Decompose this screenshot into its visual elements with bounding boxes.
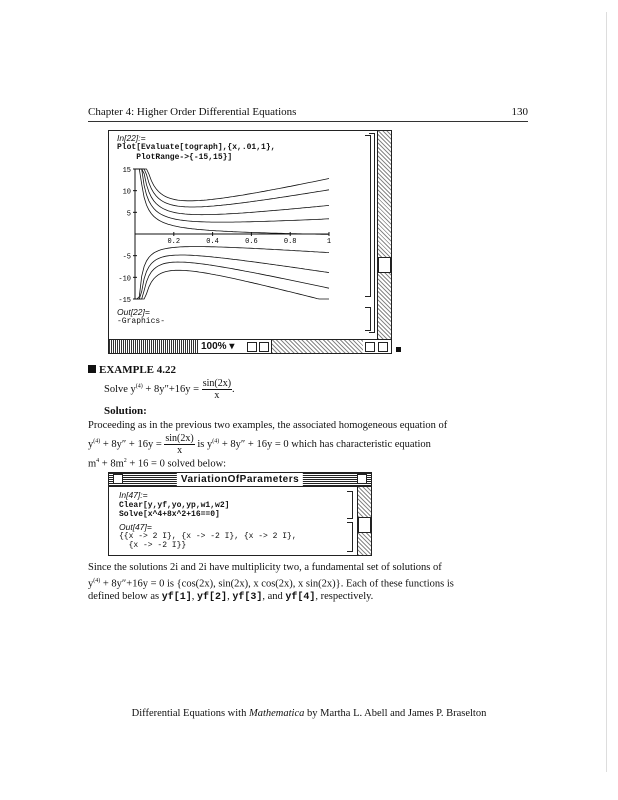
closing-paragraph [88, 562, 528, 604]
curve-7 [137, 255, 329, 299]
curve-4 [137, 169, 329, 222]
scroll-arrow-icon[interactable] [365, 342, 375, 352]
curve-3 [137, 169, 329, 215]
input-code-solve[interactable]: Solve[x^4+8x^2+16==0] [119, 510, 220, 519]
input-code-line-2[interactable]: PlotRange->{-15,15}] [117, 153, 233, 162]
x-tick-label: 0.4 [206, 238, 219, 246]
window-status-bar [109, 339, 391, 353]
curve-9 [137, 270, 329, 299]
y-tick-label: -15 [118, 297, 131, 303]
input-code-line-1[interactable]: Plot[Evaluate[tograph],{x,.01,1}, [117, 143, 276, 152]
cell-group-bracket[interactable] [369, 133, 375, 333]
end-marker-icon [396, 347, 401, 352]
equation-homogeneous: $y^{(4)} + 8y'' + 16y$ = $\frac{\sin(2x)}{x}$ is $y^{(4)} + 8y'' + 16y = 0$ which has characteristic equation [88, 433, 431, 456]
solution-heading: Solution: [104, 405, 147, 417]
header-rule [88, 121, 528, 122]
page-edge-line [606, 12, 607, 772]
input-label: In[22]:= [117, 133, 146, 143]
closing-line-2: $y^{(4)} + 8y''+16y = 0$ is {cos(2x), sin(2x), x cos(2x), x sin(2x)}. Each of these functions is [88, 577, 454, 589]
notebook-window-plot [108, 130, 392, 354]
horizontal-scrollbar[interactable] [271, 340, 363, 353]
input-label-47: In[47]:= [119, 490, 148, 500]
x-tick-label: 1 [326, 238, 332, 246]
zoom-left-arrow-icon[interactable] [247, 342, 257, 352]
vertical-scrollbar[interactable] [377, 131, 391, 339]
output-label: Out[22]= [117, 307, 150, 317]
y-tick-label: 10 [122, 188, 131, 197]
input-code-clear[interactable]: Clear[y,yf,yo,yp,w1,w2] [119, 501, 230, 510]
section-square-icon [88, 365, 96, 373]
characteristic-equation: $m^4 + 8m^2 + 16 = 0$ solved below: [88, 458, 227, 470]
notebook-window-variation [108, 472, 372, 556]
vertical-scrollbar-2[interactable] [357, 487, 371, 555]
ruler-pattern [109, 340, 199, 353]
closing-line-3: defined below as yf[1], yf[2], yf[3], and yf[4], respectively. [88, 590, 374, 603]
y-tick-label: 5 [126, 210, 131, 219]
closing-line-1: Since the solutions 2i and 2i have multiplicity two, a fundamental set of solutions of [88, 562, 442, 573]
solution-curves-plot [113, 165, 349, 303]
curve-2 [137, 169, 329, 207]
page-box-icon[interactable] [259, 342, 269, 352]
rhs-fraction: $\frac{\sin(2x)}{x}$ [202, 378, 232, 401]
window-titlebar[interactable] [109, 473, 371, 487]
x-tick-label: 0.8 [283, 238, 297, 246]
x-tick-label: 0.2 [167, 238, 181, 246]
curve-5 [137, 169, 329, 234]
cell-bracket-input-47[interactable] [347, 491, 353, 519]
y-tick-label: -5 [122, 253, 131, 262]
page-footer: Differential Equations with Mathematica by Martha L. Abell and James P. Braselton [131, 708, 487, 719]
curve-8 [137, 262, 329, 299]
output-roots-line-2: {x -> -2 I}} [119, 541, 187, 550]
curve-6 [137, 247, 329, 299]
problem-statement: Solve $y^{(4)} + 8y''+16y$ = $\frac{\sin(2x)}{x}$ . [104, 378, 235, 401]
page-number: 130 [511, 106, 528, 118]
close-box-icon[interactable] [113, 474, 123, 484]
output-value: -Graphics- [117, 317, 166, 326]
output-label-47: Out[47]= [119, 522, 152, 532]
zoom-box-icon[interactable] [357, 474, 367, 484]
y-tick-label: 15 [122, 167, 131, 175]
window-title: VariationOfParameters [177, 473, 303, 486]
scroll-thumb[interactable] [378, 257, 391, 273]
chapter-title: Chapter 4: Higher Order Differential Equations [88, 106, 297, 118]
resize-grip-icon[interactable] [378, 342, 388, 352]
paragraph-homogeneous: Proceeding as in the previous two examples, the associated homogeneous equation of [88, 420, 448, 431]
output-roots-line-1: {{x -> 2 I}, {x -> -2 I}, {x -> 2 I}, [119, 532, 297, 541]
y-tick-label: -10 [118, 275, 131, 284]
curve-1 [137, 169, 329, 201]
x-tick-label: 0.6 [245, 238, 258, 246]
example-heading: EXAMPLE 4.22 [88, 364, 176, 376]
zoom-level[interactable]: 100% ▾ [201, 341, 235, 352]
scroll-thumb-2[interactable] [358, 517, 371, 533]
cell-bracket-output-47[interactable] [347, 522, 353, 552]
running-header [88, 106, 528, 118]
